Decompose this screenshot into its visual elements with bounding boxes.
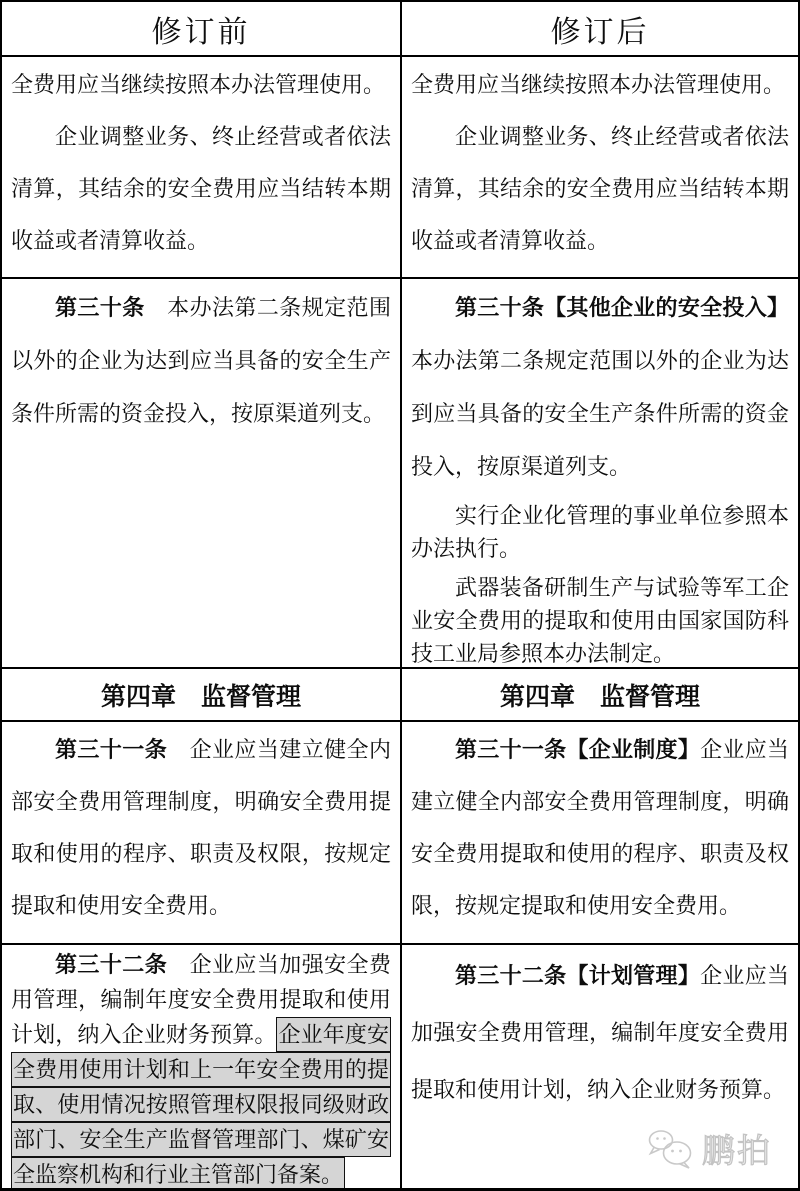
paragraph: 全费用应当继续按照本办法管理使用。 [411, 72, 786, 97]
article-number-bold: 第三十条 [55, 295, 145, 320]
cell-after-continuation [402, 57, 798, 277]
paragraph [411, 947, 789, 1118]
cell-before-article-31 [2, 722, 402, 943]
cell-before-continuation [2, 57, 402, 277]
header-cell-after [402, 2, 798, 55]
cell-before-chapter [2, 669, 402, 720]
table-header-row [2, 2, 798, 57]
header-cell-before [2, 2, 402, 55]
header-label-before: 修订前 [151, 15, 251, 49]
paragraph: 全费用应当继续按照本办法管理使用。 [11, 72, 386, 97]
article-number-bold: 第三十二条【计划管理】 [455, 963, 701, 988]
article-body-text: 本办法第二条规定范围以外的企业为达到应当具备的安全生产条件所需的资金投入，按原渠道列支。 [11, 295, 391, 426]
paragraph [411, 724, 789, 932]
cell-after-article-30 [402, 279, 798, 667]
row-continuation [2, 57, 798, 279]
paragraph: 企业调整业务、终止经营或者依法清算，其结余的安全费用应当结转本期收益或者清算收益。 [411, 124, 789, 253]
article-body-text: 企业应当加强安全费用管理，编制年度安全费用提取和使用计划，纳入企业财务预算。 [11, 952, 391, 1047]
chapter-heading: 第四章 监督管理 [100, 682, 301, 711]
cell-before-article-30 [2, 279, 402, 667]
paragraph: 企业调整业务、终止经营或者依法清算，其结余的安全费用应当结转本期收益或者清算收益。 [11, 124, 391, 253]
row-chapter-heading [2, 669, 798, 722]
article-number-bold: 第三十二条 [55, 952, 168, 977]
article-body-text: 企业应当建立健全内部安全费用管理制度，明确安全费用提取和使用的程序、职责及权限，按规定提取和使用安全费用。 [11, 737, 391, 918]
paragraph [411, 281, 789, 493]
article-number-bold: 第三十一条 [55, 737, 168, 762]
row-article-31 [2, 722, 798, 945]
paragraph [11, 724, 391, 932]
article-body-text: 企业应当建立健全内部安全费用管理制度，明确安全费用提取和使用的程序、职责及权限，按规定提取和使用安全费用。 [411, 737, 789, 918]
paragraph: 武器装备研制生产与试验等军工企业安全费用的提取和使用由国家国防科技工业局参照本办法制定。 [411, 575, 789, 666]
paragraph: 实行企业化管理的事业单位参照本办法执行。 [411, 503, 789, 561]
article-body-text: 本办法第二条规定范围以外的企业为达到应当具备的安全生产条件所需的资金投入，按原渠道列支。 [411, 348, 789, 479]
header-label-after: 修订后 [550, 15, 650, 49]
article-body-text: 企业应当加强安全费用管理，编制年度安全费用提取和使用计划，纳入企业财务预算。 [411, 963, 789, 1102]
paragraph [11, 281, 391, 440]
cell-after-chapter [402, 669, 798, 720]
cell-after-article-32 [402, 945, 798, 1191]
paragraph [11, 947, 391, 1191]
watermark-label: 鹏拍 [702, 1132, 772, 1169]
highlighted-revision-text: 企业年度安全费用使用计划和上一年安全费用的提取、使用情况按照管理权限报同级财政部门、安全生产监督管理部门、煤矿安全监察机构和行业主管部门备案。 [11, 1017, 391, 1191]
cell-before-article-32 [2, 945, 402, 1191]
chapter-heading: 第四章 监督管理 [499, 682, 700, 711]
cell-after-article-31 [402, 722, 798, 943]
row-article-32 [2, 945, 798, 1191]
article-number-bold: 第三十条【其他企业的安全投入】 [455, 295, 789, 320]
article-number-bold: 第三十一条【企业制度】 [455, 737, 701, 762]
row-article-30 [2, 279, 798, 669]
